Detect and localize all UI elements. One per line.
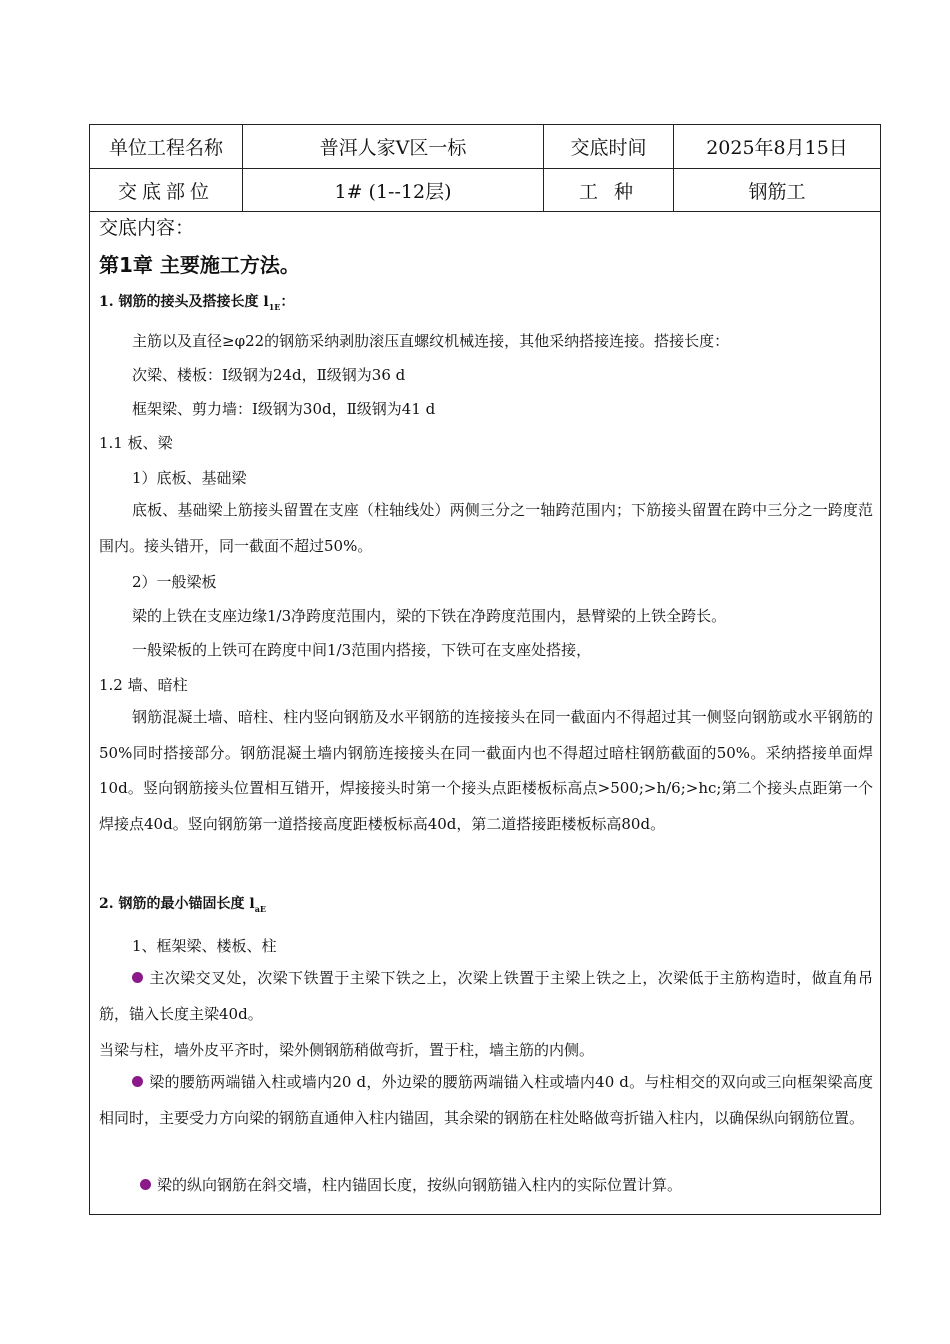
header-row-2 [90,169,880,212]
trade-label: 工 种 [544,169,674,211]
paragraph-secondary-beam: 次梁、楼板：Ⅰ级钢为24d，Ⅱ级钢为36 d [132,366,406,384]
disclosure-part-value: 1# (1--12层) [243,169,544,211]
bullet-icon [140,1179,151,1190]
trade-value: 钢筋工 [748,180,806,203]
paragraph-slab-splice: 一般梁板的上铁可在跨度中间1/3范围内搭接，下铁可在支座处搭接， [132,641,592,659]
disclosure-time-value: 2025年8月15日 [706,137,848,159]
paragraph-splice-intro: 主筋以及直径≥φ22的钢筋采纳剥肋滚压直螺纹机械连接，其他采纳搭接连接。搭接长度： [132,332,730,350]
heading-1-2: 1.2 墙、暗柱 [99,676,188,694]
paragraph-beam-column-flush: 当梁与柱，墙外皮平齐时，梁外侧钢筋稍做弯折，置于柱，墙主筋的内侧。 [99,1041,595,1059]
paragraph-base-slab: 底板、基础梁上筋接头留置在支座（柱轴线处）两侧三分之一轴跨范围内；下筋接头留置在跨中三分之一跨度范围内。接头错开，同一截面不超过50%。 [99,501,873,555]
paragraph-wall-column: 钢筋混凝土墙、暗柱、柱内竖向钢筋及水平钢筋的连接接头在同一截面内不得超过其一侧竖向钢筋或水平钢筋的50%同时搭接部分。钢筋混凝土墙内钢筋连接接头在同一截面内也不得超过暗柱钢筋截面的50%。采纳搭接单面焊10d。竖向钢筋接头位置相互错开，焊接接头时第一个接头点距楼板标高点>500;>h/6;>hc;第二个接头点距第一个焊接点40d。竖向钢筋第一道搭接高度距楼板标高40d，第二道搭接距楼板标高80d。 [99,708,873,833]
heading-1-1-2: 2）一般梁板 [132,573,217,591]
disclosure-time-label: 交底时间 [544,125,674,168]
bullet-icon [132,1076,143,1087]
header-row-1 [90,125,880,169]
unit-name-value: 普洱人家Ⅴ区一标 [243,125,544,168]
content-label: 交底内容： [99,217,195,239]
bullet-icon [132,972,143,983]
paragraph-beam-top-bar: 梁的上铁在支座边缘1/3净跨度范围内，梁的下铁在净跨度范围内，悬臂梁的上铁全跨长。 [132,607,727,625]
bullet-item-2: 梁的腰筋两端锚入柱或墙内20 d，外边梁的腰筋两端锚入柱或墙内40 d。与柱相交的双向或三向框架梁高度相同时，主要受力方向梁的钢筋直通伸入柱内锚固，其余梁的钢筋在柱处略做弯折锚入柱内，以确保纵向钢筋位置。 [99,1073,873,1127]
disclosure-part-label: 交底部位 [90,169,243,211]
heading-1-1: 1.1 板、梁 [99,434,173,452]
section-2-title: 2. 钢筋的最小锚固长度 $l_{aE}$ [99,896,266,914]
unit-name-label: 单位工程名称 [90,125,243,168]
bullet-item-3: 梁的纵向钢筋在斜交墙，柱内锚固长度，按纵向钢筋锚入柱内的实际位置计算。 [132,1174,682,1195]
disclosure-sheet [89,124,881,1215]
section-1-title: 1. 钢筋的接头及搭接长度 $l_{1E}$： [99,294,295,312]
bullet-item-1: 主次梁交叉处，次梁下铁置于主梁下铁之上，次梁上铁置于主梁上铁之上，次梁低于主筋构造时，做直角吊筋，锚入长度主梁40d。 [99,969,873,1023]
heading-1-1-1: 1）底板、基础梁 [132,469,247,487]
paragraph-frame-beam: 框架梁、剪力墙：Ⅰ级钢为30d，Ⅱ级钢为41 d [132,400,436,418]
chapter-title: 第1章 主要施工方法。 [99,253,300,277]
heading-2-1: 1、框架梁、楼板、柱 [132,937,277,955]
